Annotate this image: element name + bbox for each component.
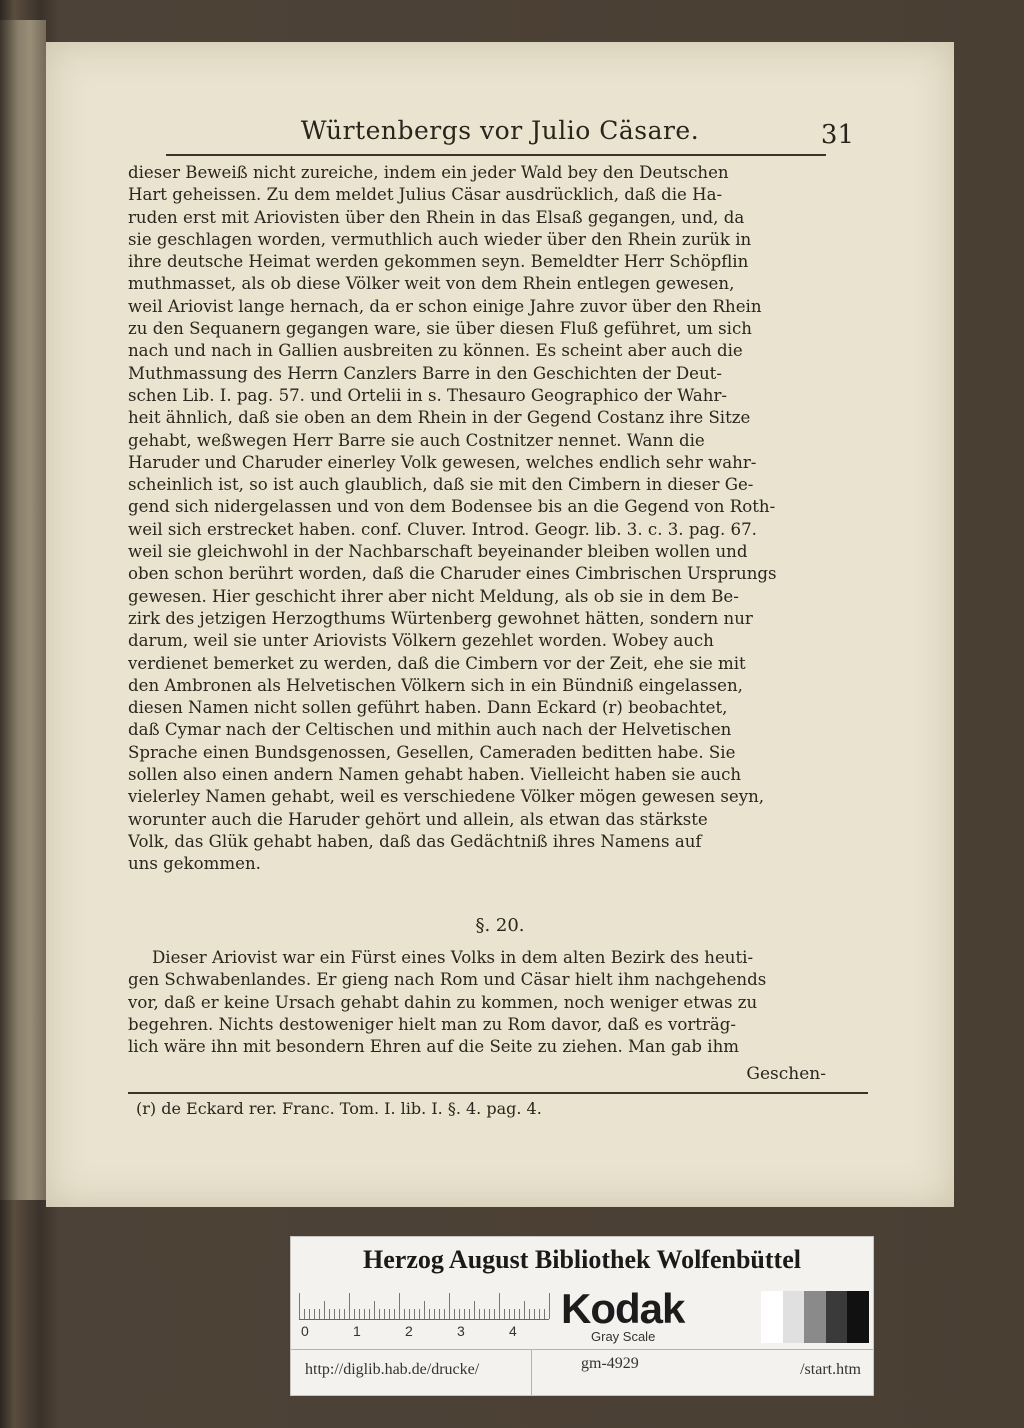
text-line: weil sie gleichwohl in der Nachbarschaft beyeinander bleiben wollen und: [128, 542, 748, 562]
text-line: scheinlich ist, so ist auch glaublich, daß sie mit den Cimbern in dieser Ge-: [128, 475, 754, 495]
text-line: vielerley Namen gehabt, weil es verschiedene Völker mögen gewesen seyn,: [128, 787, 765, 807]
ruler-tick: [424, 1301, 425, 1319]
ruler-tick: [449, 1293, 450, 1319]
catchword: Geschen-: [746, 1064, 826, 1084]
text-line: lich wäre ihn mit besondern Ehren auf die Seite zu ziehen. Man gab ihm: [128, 1037, 740, 1057]
ruler-number: 0: [301, 1323, 309, 1339]
text-line: worunter auch die Haruder gehört und allein, als etwan das stärkste: [128, 809, 708, 829]
text-line: weil Ariovist lange hernach, da er schon einige Jahre zuvor über den Rhein: [128, 296, 762, 316]
text-line: weil sich erstrecket haben. conf. Cluver. Introd. Geogr. lib. 3. c. 3. pag. 67.: [128, 519, 757, 539]
ruler-tick: [504, 1309, 505, 1319]
ruler-tick: [459, 1309, 460, 1319]
footnote-rule: [128, 1092, 868, 1094]
ruler-tick: [464, 1309, 465, 1319]
ruler-tick: [519, 1309, 520, 1319]
ruler-number: 2: [405, 1323, 413, 1339]
card-url: http://diglib.hab.de/drucke/: [305, 1361, 480, 1378]
text-line: muthmasset, als ob diese Völker weit von dem Rhein entlegen gewesen,: [128, 274, 735, 294]
ruler-tick: [479, 1309, 480, 1319]
running-head: Würtenbergs vor Julio Cäsare.: [300, 116, 700, 145]
gray-swatch: [847, 1291, 869, 1343]
text-line: dieser Beweiß nicht zureiche, indem ein jeder Wald bey den Deutschen: [128, 163, 729, 182]
text-line: Hart geheissen. Zu dem meldet Julius Cäsar ausdrücklich, daß die Ha-: [128, 185, 723, 205]
section-paragraph: [128, 947, 894, 1058]
ruler-tick: [374, 1301, 375, 1319]
text-line: gend sich nidergelassen und von dem Bodensee bis an die Gegend von Roth-: [128, 497, 776, 517]
text-line: begehren. Nichts destoweniger hielt man zu Rom davor, daß es vorträg-: [128, 1014, 737, 1034]
ruler-tick: [444, 1309, 445, 1319]
ruler-tick: [299, 1293, 300, 1319]
ruler-tick: [339, 1309, 340, 1319]
text-line: diesen Namen nicht sollen geführt haben. Dann Eckard (r) beobachtet,: [128, 698, 728, 718]
text-line: zirk des jetzigen Herzogthums Würtenberg gewohnet hätten, sondern nur: [128, 608, 753, 628]
text-line: nach und nach in Gallien ausbreiten zu können. Es scheint aber auch die: [128, 341, 743, 361]
text-line: heit ähnlich, daß sie oben an dem Rhein in der Gegend Costanz ihre Sitze: [128, 408, 751, 428]
card-divider: [291, 1349, 873, 1350]
grayscale-label: Gray Scale: [591, 1329, 656, 1344]
ruler-tick: [419, 1309, 420, 1319]
ruler-tick: [379, 1309, 380, 1319]
ruler-tick: [539, 1309, 540, 1319]
ruler-tick: [414, 1309, 415, 1319]
ruler-tick: [354, 1309, 355, 1319]
gray-swatch: [826, 1291, 848, 1343]
ruler-tick: [314, 1309, 315, 1319]
ruler-tick: [329, 1309, 330, 1319]
text-line: Haruder und Charuder einerley Volk gewesen, welches endlich sehr wahr-: [128, 452, 757, 472]
text-line: darum, weil sie unter Ariovists Völkern gezehlet worden. Wobey auch: [128, 631, 714, 651]
gray-swatch: [804, 1291, 826, 1343]
text-line: sollen also einen andern Namen gehabt haben. Vielleicht haben sie auch: [128, 765, 742, 785]
ruler-number: 1: [353, 1323, 361, 1339]
gray-swatches: [761, 1291, 869, 1343]
card-vertical-divider: [531, 1349, 532, 1395]
text-line: oben schon berührt worden, daß die Charuder eines Cimbrischen Ursprungs: [128, 564, 777, 584]
text-line: gen Schwabenlandes. Er gieng nach Rom und Cäsar hielt ihm nachgehends: [128, 970, 767, 990]
ruler-tick: [384, 1309, 385, 1319]
kodak-logo: Kodak: [561, 1285, 685, 1332]
ruler-tick: [434, 1309, 435, 1319]
text-line: gehabt, weßwegen Herr Barre sie auch Costnitzer nennet. Wann die: [128, 430, 705, 450]
page-number: 31: [820, 120, 854, 150]
text-line: uns gekommen.: [128, 854, 261, 874]
text-line: schen Lib. I. pag. 57. und Ortelii in s. Thesauro Geographico der Wahr-: [128, 385, 727, 405]
text-line: ihre deutsche Heimat werden gekommen seyn. Bemeldter Herr Schöpflin: [128, 252, 749, 272]
ruler-tick: [514, 1309, 515, 1319]
book-page: [46, 42, 954, 1207]
ruler-tick: [534, 1309, 535, 1319]
ruler-tick: [334, 1309, 335, 1319]
scale-ruler: [299, 1289, 549, 1320]
gray-swatch: [761, 1291, 783, 1343]
ruler-tick: [489, 1309, 490, 1319]
ruler-tick: [324, 1301, 325, 1319]
gray-swatch: [783, 1291, 805, 1343]
color-target-card: [290, 1236, 874, 1396]
text-line: Volk, das Glük gehabt haben, daß das Gedächtniß ihres Namens auf: [128, 831, 702, 851]
section-heading: §. 20.: [475, 915, 525, 936]
ruler-tick: [439, 1309, 440, 1319]
text-line: zu den Sequanern gegangen ware, sie über diesen Fluß geführet, um sich: [128, 319, 752, 339]
text-line: gewesen. Hier geschicht ihrer aber nicht Meldung, als ob sie in dem Be-: [128, 586, 739, 606]
ruler-tick: [399, 1293, 400, 1319]
ruler-tick: [484, 1309, 485, 1319]
ruler-tick: [394, 1309, 395, 1319]
footnote: (r) de Eckard rer. Franc. Tom. I. lib. I. §. 4. pag. 4.: [136, 1099, 542, 1118]
text-line: vor, daß er keine Ursach gehabt dahin zu kommen, noch weniger etwas zu: [128, 992, 758, 1012]
adjacent-page-edge: [0, 20, 46, 1200]
ruler-tick: [474, 1301, 475, 1319]
text-line: Sprache einen Bundsgenossen, Gesellen, Cameraden beditten habe. Sie: [128, 742, 736, 762]
text-line: daß Cymar nach der Celtischen und mithin auch nach der Helvetischen: [128, 720, 732, 740]
ruler-tick: [309, 1309, 310, 1319]
text-line: verdienet bemerket zu werden, daß die Cimbern vor der Zeit, ehe sie mit: [128, 653, 746, 673]
ruler-tick: [389, 1309, 390, 1319]
text-line: sie geschlagen worden, vermuthlich auch wieder über den Rhein zurük in: [128, 229, 752, 249]
ruler-number: 3: [457, 1323, 465, 1339]
ruler-tick: [404, 1309, 405, 1319]
ruler-tick: [509, 1309, 510, 1319]
ruler-number: 4: [509, 1323, 517, 1339]
text-line: den Ambronen als Helvetischen Völkern sich in ein Bündniß eingelassen,: [128, 675, 743, 695]
ruler-tick: [364, 1309, 365, 1319]
ruler-tick: [544, 1309, 545, 1319]
ruler-tick: [369, 1309, 370, 1319]
ruler-tick: [319, 1309, 320, 1319]
text-line: ruden erst mit Ariovisten über den Rhein in das Elsaß gegangen, und, da: [128, 207, 745, 227]
card-code: gm-4929: [581, 1355, 639, 1372]
ruler-tick: [529, 1309, 530, 1319]
ruler-tick: [349, 1293, 350, 1319]
card-start-path: /start.htm: [800, 1361, 861, 1378]
text-line: Dieser Ariovist war ein Fürst eines Volks in dem alten Bezirk des heuti-: [152, 948, 754, 967]
ruler-tick: [359, 1309, 360, 1319]
body-paragraph: [128, 162, 894, 876]
ruler-tick: [454, 1309, 455, 1319]
text-line: Muthmassung des Herrn Canzlers Barre in den Geschichten der Deut-: [128, 363, 722, 383]
ruler-tick: [524, 1301, 525, 1319]
ruler-tick: [304, 1309, 305, 1319]
ruler-tick: [409, 1309, 410, 1319]
ruler-tick: [469, 1309, 470, 1319]
ruler-tick: [344, 1309, 345, 1319]
ruler-tick: [429, 1309, 430, 1319]
head-rule: [166, 154, 826, 156]
ruler-tick: [549, 1293, 550, 1319]
library-title: Herzog August Bibliothek Wolfenbüttel: [363, 1245, 801, 1274]
ruler-tick: [499, 1293, 500, 1319]
ruler-tick: [494, 1309, 495, 1319]
